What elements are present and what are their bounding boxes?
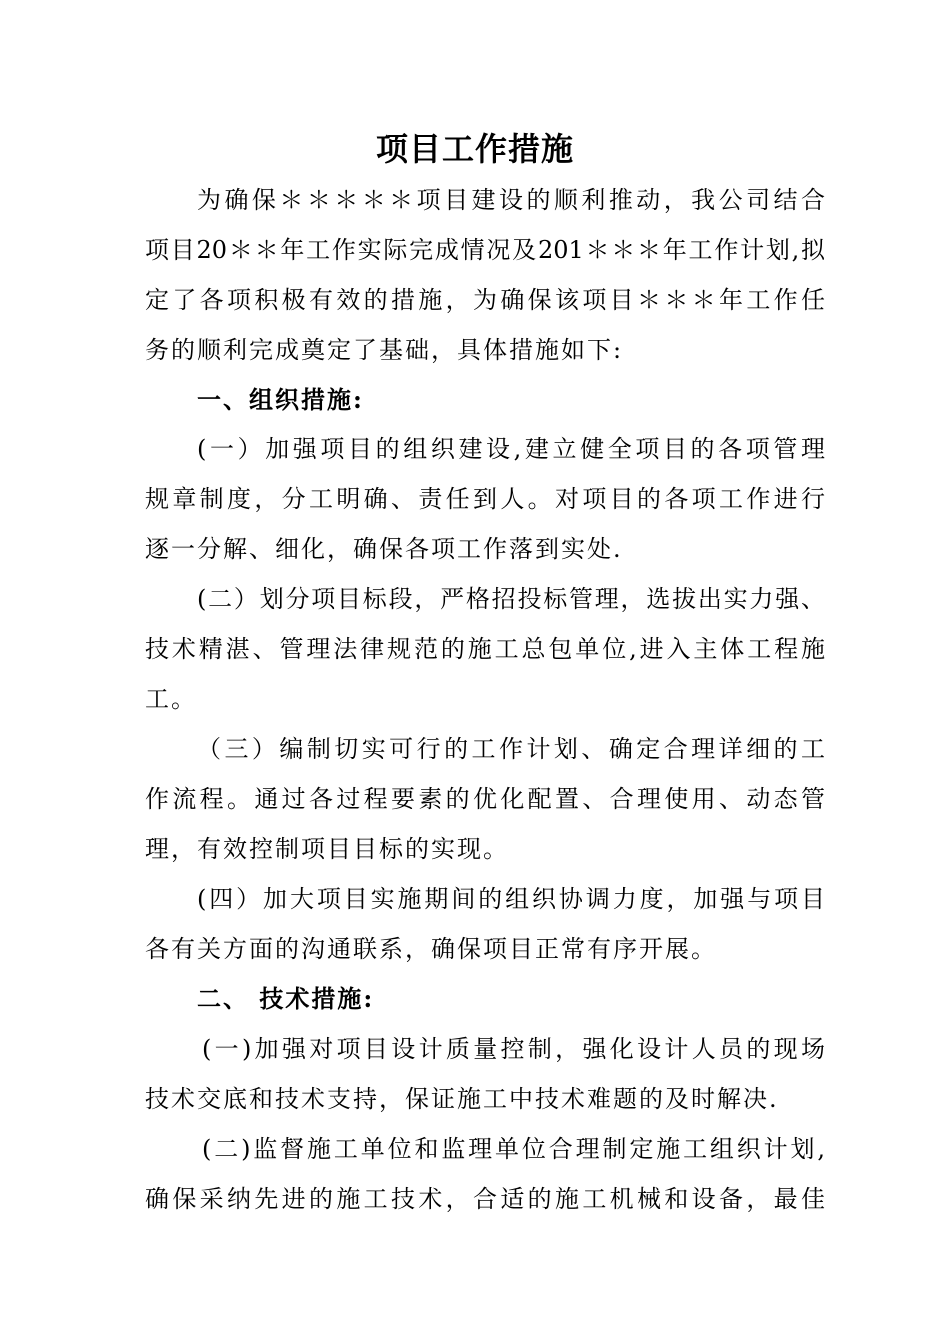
paragraph-line: (四）加大项目实施期间的组织协调力度，加强与项目: [197, 885, 825, 913]
paragraph-line: 作流程。通过各过程要素的优化配置、合理使用、动态管: [145, 785, 825, 813]
intro-line: 定了各项积极有效的措施，为确保该项目＊＊＊年工作任: [145, 286, 825, 314]
section-heading: 二、 技术措施:: [197, 984, 375, 1013]
paragraph-line: (二）划分项目标段，严格招投标管理，选拔出实力强、: [197, 585, 825, 613]
intro-line: 项目20＊＊年工作实际完成情况及201＊＊＊年工作计划,拟: [145, 236, 825, 264]
paragraph-line: (二)监督施工单位和监理单位合理制定施工组织计划,: [202, 1135, 825, 1163]
paragraph-line: (一)加强对项目设计质量控制，强化设计人员的现场: [202, 1035, 825, 1063]
paragraph-line: 逐一分解、细化，确保各项工作落到实处.: [145, 535, 623, 563]
paragraph-line: 各有关方面的沟通联系，确保项目正常有序开展。: [145, 935, 717, 963]
paragraph-line: 规章制度，分工明确、责任到人。对项目的各项工作进行: [145, 485, 825, 513]
paragraph-line: 确保采纳先进的施工技术，合适的施工机械和设备，最佳: [145, 1185, 825, 1213]
section-heading: 一、组织措施:: [197, 385, 364, 414]
paragraph-line: 技术交底和技术支持，保证施工中技术难题的及时解决.: [145, 1085, 779, 1113]
document-title: 项目工作措施: [375, 130, 574, 168]
paragraph-line: 技术精湛、管理法律规范的施工总包单位,进入主体工程施: [145, 635, 825, 663]
paragraph-line: （三）编制切实可行的工作计划、确定合理详细的工: [197, 735, 825, 763]
paragraph-line: 工。: [145, 685, 197, 713]
intro-line: 务的顺利完成奠定了基础，具体措施如下:: [145, 336, 624, 364]
paragraph-line: 理，有效控制项目目标的实现。: [145, 835, 509, 863]
intro-line: 为确保＊＊＊＊＊项目建设的顺利推动，我公司结合: [197, 186, 825, 214]
paragraph-line: (一）加强项目的组织建设,建立健全项目的各项管理: [197, 435, 825, 463]
